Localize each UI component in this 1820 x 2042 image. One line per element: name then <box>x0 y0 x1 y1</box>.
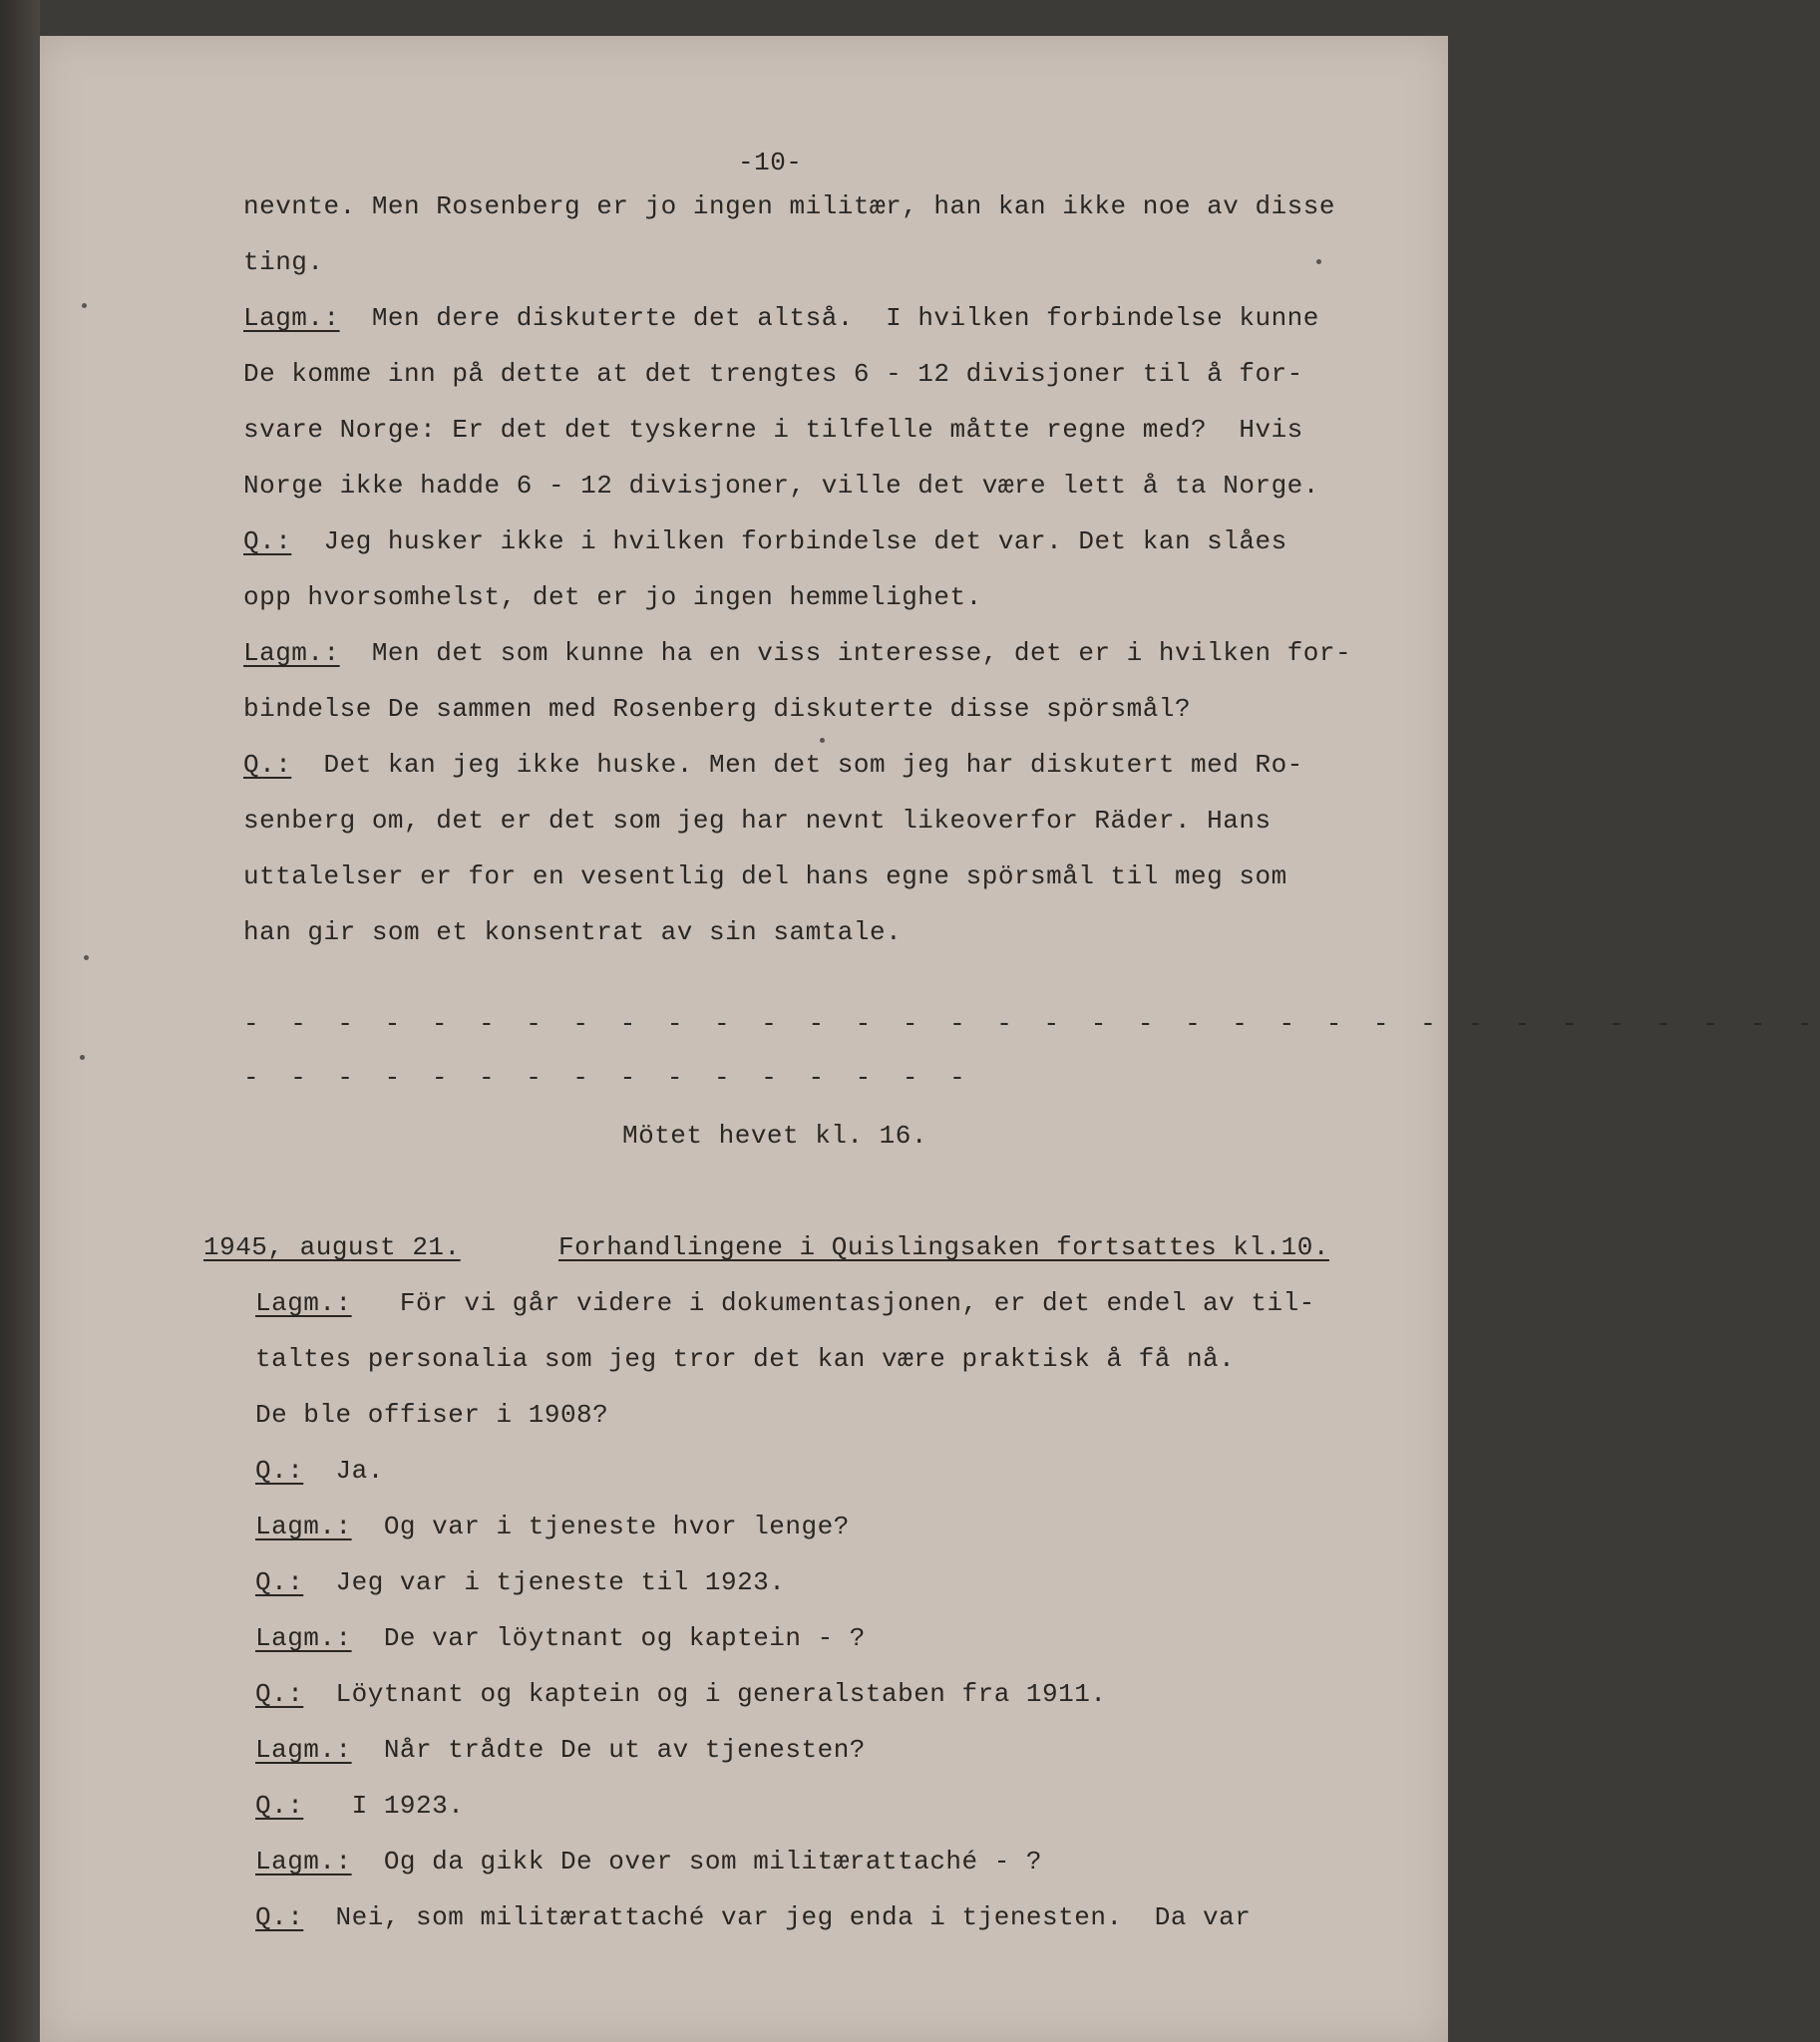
line-text: Löytnant og kaptein og i generalstaben fra 1911. <box>303 1679 1107 1709</box>
transcript-line <box>243 191 1335 221</box>
transcript-line <box>255 1735 866 1765</box>
speaker-label: Lagm.: <box>255 1735 352 1765</box>
scan-speck <box>1316 259 1321 264</box>
line-text: senberg om, det er det som jeg har nevnt likeoverfor Räder. Hans <box>243 806 1272 836</box>
line-text: Men det som kunne ha en viss interesse, det er i hvilken for- <box>339 638 1352 668</box>
transcript-line <box>243 806 1272 836</box>
transcript-line <box>255 1512 850 1541</box>
transcript-line <box>255 1623 866 1653</box>
line-text: svare Norge: Er det det tyskerne i tilfelle måtte regne med? Hvis <box>243 415 1303 445</box>
line-text: opp hvorsomhelst, det er jo ingen hemmelighet. <box>243 582 982 612</box>
transcript-line <box>243 638 1351 668</box>
line-text: taltes personalia som jeg tror det kan være praktisk å få nå. <box>255 1344 1236 1374</box>
transcript-line <box>243 861 1287 891</box>
transcript-line <box>243 582 982 612</box>
scan-speck <box>82 303 87 308</box>
transcript-line <box>255 1400 608 1430</box>
line-text: nevnte. Men Rosenberg er jo ingen militær, han kan ikke noe av disse <box>243 191 1335 221</box>
line-text: han gir som et konsentrat av sin samtale. <box>243 917 903 947</box>
meeting-adjourned: Mötet hevet kl. 16. <box>622 1121 927 1151</box>
line-text: Når trådte De ut av tjenesten? <box>351 1735 866 1765</box>
line-text: Norge ikke hadde 6 - 12 divisjoner, ville det være lett å ta Norge. <box>243 471 1319 501</box>
line-text: Ja. <box>303 1456 384 1486</box>
line-text: De komme inn på dette at det trengtes 6 - 12 divisjoner til å for- <box>243 359 1303 389</box>
line-text: Men dere diskuterte det altså. I hvilken forbindelse kunne <box>339 303 1319 333</box>
transcript-line <box>255 1456 384 1486</box>
speaker-label: Q.: <box>255 1902 304 1932</box>
speaker-label: Lagm.: <box>255 1288 352 1318</box>
speaker-label: Q.: <box>243 750 292 780</box>
scan-left-edge <box>0 0 40 2042</box>
separator-long: - - - - - - - - - - - - - - - - - - - - - - - - - - - - - - - - - - <box>243 1009 1820 1039</box>
session-heading: Forhandlingene i Quislingsaken fortsattes kl.10. <box>558 1232 1329 1262</box>
line-text: uttalelser er for en vesentlig del hans egne spörsmål til meg som <box>243 861 1287 891</box>
speaker-label: Lagm.: <box>243 303 340 333</box>
scan-speck <box>80 1055 85 1060</box>
line-text: ting. <box>243 247 324 277</box>
line-text: Jeg var i tjeneste til 1923. <box>303 1567 786 1597</box>
speaker-label: Q.: <box>243 526 292 556</box>
transcript-line <box>243 303 1319 333</box>
date-heading: 1945, august 21. <box>203 1232 461 1262</box>
speaker-label: Lagm.: <box>255 1512 352 1541</box>
speaker-label: Lagm.: <box>255 1623 352 1653</box>
line-text: Og var i tjeneste hvor lenge? <box>351 1512 850 1541</box>
line-text: De var löytnant og kaptein - ? <box>351 1623 866 1653</box>
transcript-line <box>255 1902 1251 1932</box>
line-text: Jeg husker ikke i hvilken forbindelse det var. Det kan slåes <box>291 526 1287 556</box>
transcript-line <box>243 917 902 947</box>
transcript-line <box>255 1288 1315 1318</box>
scan-speck <box>84 955 89 960</box>
document-page <box>40 36 1820 2042</box>
scan-speck <box>820 738 825 743</box>
separator-short: - - - - - - - - - - - - - - - - <box>243 1063 973 1093</box>
transcript-line <box>243 359 1303 389</box>
line-text: Det kan jeg ikke huske. Men det som jeg har diskutert med Ro- <box>291 750 1303 780</box>
transcript-line <box>255 1344 1235 1374</box>
transcript-line <box>255 1791 464 1821</box>
line-text: Og da gikk De over som militærattaché - ? <box>351 1847 1043 1876</box>
transcript-line <box>255 1567 785 1597</box>
page-number: -10- <box>738 148 803 177</box>
transcript-line <box>243 471 1319 501</box>
speaker-label: Q.: <box>255 1456 304 1486</box>
transcript-line <box>255 1847 1042 1876</box>
speaker-label: Q.: <box>255 1567 304 1597</box>
line-text: bindelse De sammen med Rosenberg diskuterte disse spörsmål? <box>243 694 1192 724</box>
transcript-line <box>243 526 1287 556</box>
speaker-label: Lagm.: <box>243 638 340 668</box>
speaker-label: Lagm.: <box>255 1847 352 1876</box>
line-text: De ble offiser i 1908? <box>255 1400 609 1430</box>
line-text: Nei, som militærattaché var jeg enda i tjenesten. Da var <box>303 1902 1252 1932</box>
line-text: För vi går videre i dokumentasjonen, er det endel av til- <box>351 1288 1315 1318</box>
transcript-line <box>243 694 1191 724</box>
speaker-label: Q.: <box>255 1791 304 1821</box>
transcript-line <box>243 247 324 277</box>
transcript-line <box>243 750 1303 780</box>
transcript-line <box>243 415 1303 445</box>
transcript-line <box>255 1679 1106 1709</box>
line-text: I 1923. <box>303 1791 465 1821</box>
speaker-label: Q.: <box>255 1679 304 1709</box>
